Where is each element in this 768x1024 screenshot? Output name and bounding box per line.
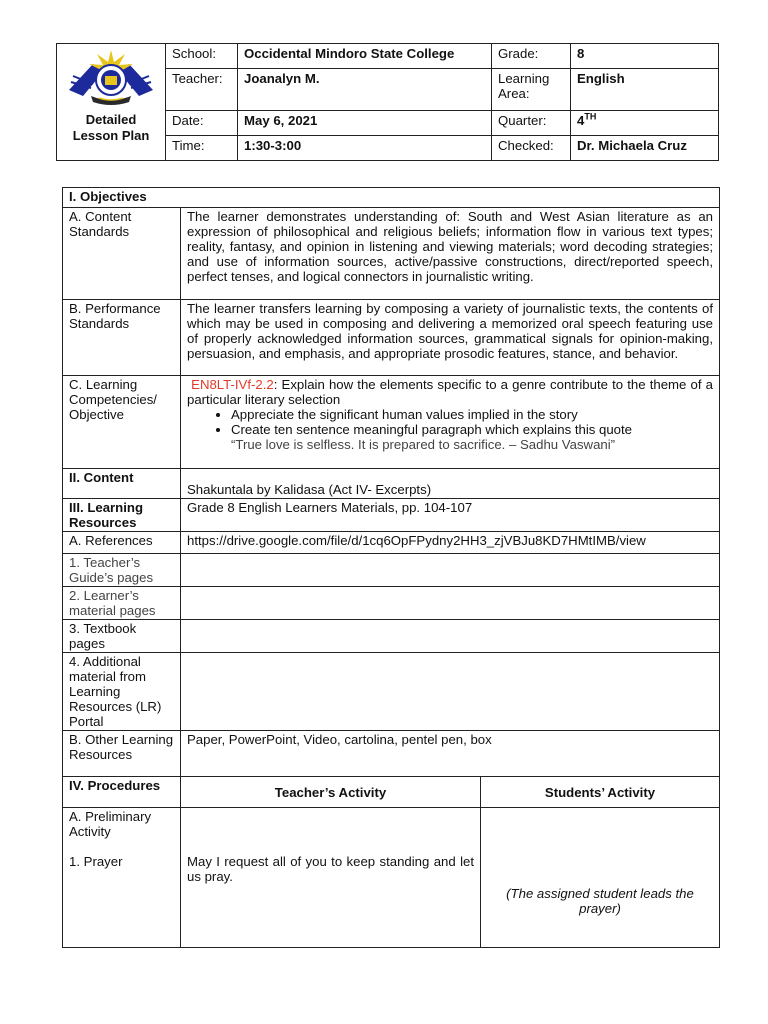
learning-area-label: Learning Area: xyxy=(492,69,571,111)
references-label: A. References xyxy=(63,532,181,554)
time-value: 1:30-3:00 xyxy=(238,136,492,161)
logo-cell xyxy=(57,44,166,161)
textbook-value xyxy=(181,620,720,653)
teachers-guide-value xyxy=(181,554,720,587)
quote-text: “True love is selfless. It is prepared to sacrifice. – Sadhu Vaswani” xyxy=(231,437,616,452)
quarter-number: 4 xyxy=(577,113,585,128)
student-activity-header: Students’ Activity xyxy=(481,777,720,808)
resources-heading-text: Grade 8 English Learners Materials, pp. 104-107 xyxy=(181,499,720,532)
content-standards-text: The learner demonstrates understanding of: South and West Asian literature as an expression of philosophical and religious beliefs; information flow in various text types; reality, fantasy, and opinion in listening and viewing materials; word decoding strategies; and use of information sources, active/passive constructions, direct/reported speech, perfect tenses, and logical connectors in journalistic writing. xyxy=(181,208,720,300)
preliminary-cell xyxy=(63,808,181,948)
time-label: Time: xyxy=(166,136,238,161)
grade-label: Grade: xyxy=(492,44,571,69)
learning-area-value: English xyxy=(571,69,719,111)
learners-material-label xyxy=(63,587,181,620)
prayer-label: 1. Prayer xyxy=(69,854,123,869)
lesson-table xyxy=(62,187,720,948)
competencies-cell xyxy=(181,376,720,469)
objective-item: • Appreciate the significant human values implied in the story xyxy=(231,407,713,422)
competency-paragraph xyxy=(187,377,713,407)
objectives-heading: I. Objectives xyxy=(63,188,720,208)
teacher-label: Teacher: xyxy=(166,69,238,111)
college-seal-icon xyxy=(63,46,159,110)
date-value: May 6, 2021 xyxy=(238,111,492,136)
objective-item xyxy=(231,422,713,452)
preliminary-label: A. Preliminary Activity xyxy=(69,809,152,839)
competencies-label: C. Learning Competencies/ Objective xyxy=(63,376,181,469)
prayer-teacher-text: May I request all of you to keep standing and let us pray. xyxy=(187,854,474,884)
objective-item-text: Create ten sentence meaningful paragraph which explains this quote xyxy=(231,422,633,437)
competency-text: : Explain how the elements specific to a genre contribute to the theme of a particular literary selection xyxy=(187,377,713,407)
performance-standards-text: The learner transfers learning by composing a variety of journalistic texts, the contents of which may be used in composing and delivering a memorized oral speech featuring use of properly acknowledged information sources, grammatical signals for opinion-making, persuasion, and emphasis, and appropriate prosodic features, stance, and behavior. xyxy=(181,300,720,376)
additional-material-value xyxy=(181,653,720,731)
resources-heading: III. Learning Resources xyxy=(63,499,181,532)
competency-code: EN8LT-IVf-2.2 xyxy=(191,377,274,392)
header-table xyxy=(56,43,719,161)
teachers-guide-label: 1. Teacher’s Guide’s pages xyxy=(63,554,181,587)
prayer-student-text: (The assigned student leads the prayer) xyxy=(506,886,694,916)
grade-value: 8 xyxy=(571,44,719,69)
date-label: Date: xyxy=(166,111,238,136)
performance-standards-label: B. Performance Standards xyxy=(63,300,181,376)
student-activity-cell xyxy=(481,808,720,948)
objective-list xyxy=(187,407,713,452)
teacher-value: Joanalyn M. xyxy=(238,69,492,111)
content-text: Shakuntala by Kalidasa (Act IV- Excerpts) xyxy=(181,469,720,499)
school-label: School: xyxy=(166,44,238,69)
references-link[interactable]: https://drive.google.com/file/d/1cq6OpFPydny2HH3_zjVBJu8KD7HMtIMB/view xyxy=(181,532,720,554)
quarter-value xyxy=(571,111,719,136)
content-heading: II. Content xyxy=(63,469,181,499)
quarter-suffix: TH xyxy=(584,111,597,122)
additional-material-label: 4. Additional material from Learning Resources (LR) Portal xyxy=(63,653,181,731)
checked-value: Dr. Michaela Cruz xyxy=(571,136,719,161)
school-value: Occidental Mindoro State College xyxy=(238,44,492,69)
other-resources-text: Paper, PowerPoint, Video, cartolina, pentel pen, box xyxy=(181,731,720,777)
checked-label: Checked: xyxy=(492,136,571,161)
document-type: Detailed Lesson Plan xyxy=(72,112,150,143)
content-standards-label: A. Content Standards xyxy=(63,208,181,300)
teacher-activity-cell xyxy=(181,808,481,948)
procedures-heading: IV. Procedures xyxy=(63,777,181,808)
textbook-label: 3. Textbook pages xyxy=(63,620,181,653)
other-resources-label: B. Other Learning Resources xyxy=(63,731,181,777)
quarter-label: Quarter: xyxy=(492,111,571,136)
learners-material-label-text: 2. Learner’s material pages xyxy=(69,588,156,618)
teacher-activity-header: Teacher’s Activity xyxy=(181,777,481,808)
learners-material-value xyxy=(181,587,720,620)
